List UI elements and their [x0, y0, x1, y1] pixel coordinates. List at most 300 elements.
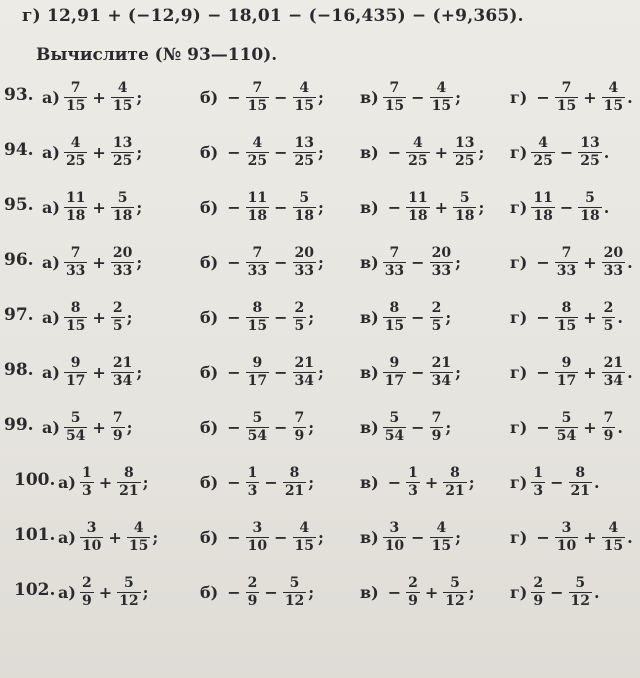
fraction — [555, 411, 578, 444]
fraction — [430, 246, 453, 279]
punctuation: ; — [308, 417, 315, 437]
punctuation: . — [617, 417, 623, 437]
exercise-part — [200, 292, 314, 342]
denominator: 15 — [247, 97, 268, 114]
denominator: 12 — [570, 592, 591, 609]
fraction — [555, 356, 578, 389]
fraction — [80, 466, 94, 499]
denominator: 15 — [128, 537, 149, 554]
denominator: 18 — [580, 207, 600, 224]
denominator: 33 — [431, 262, 452, 279]
fraction — [430, 521, 453, 554]
exercise-row — [0, 182, 640, 232]
denominator: 3 — [81, 482, 92, 499]
part-label: г) — [510, 307, 528, 327]
part-label: а) — [42, 252, 60, 272]
part-label: б) — [200, 362, 219, 382]
operator: − — [274, 197, 288, 217]
operator: − — [411, 307, 425, 327]
exercise-part — [360, 402, 451, 452]
numerator: 2 — [247, 574, 258, 591]
numerator: 11 — [408, 189, 428, 206]
operator: + — [92, 417, 106, 437]
fraction — [283, 576, 306, 609]
numerator: 4 — [538, 134, 548, 151]
minus-sign: − — [227, 142, 241, 162]
denominator: 9 — [431, 427, 442, 444]
denominator: 15 — [431, 537, 452, 554]
exercise-number: 99. — [4, 415, 34, 435]
operator: − — [411, 362, 425, 382]
denominator: 15 — [294, 537, 315, 554]
punctuation: . — [627, 362, 633, 382]
part-label: б) — [200, 472, 219, 492]
fraction — [111, 356, 134, 389]
punctuation: ; — [468, 582, 475, 602]
fraction — [64, 411, 87, 444]
numerator: 5 — [299, 189, 310, 206]
previous-exercise-line: г) 12,91 + (−12,9) − 18,01 − (−16,435) − (+9,365). — [22, 6, 524, 26]
operator: − — [550, 582, 564, 602]
punctuation: ; — [126, 307, 133, 327]
part-label: а) — [42, 307, 60, 327]
operator: + — [583, 252, 597, 272]
exercise-part — [42, 182, 142, 232]
denominator: 25 — [65, 152, 86, 169]
punctuation: . — [594, 582, 600, 602]
fraction — [246, 576, 260, 609]
denominator: 10 — [556, 537, 577, 554]
denominator: 18 — [65, 207, 86, 224]
operator: − — [274, 87, 288, 107]
exercise-part — [360, 127, 484, 177]
denominator: 3 — [247, 482, 258, 499]
fraction — [293, 191, 316, 224]
denominator: 25 — [454, 152, 475, 169]
exercise-part — [58, 457, 148, 507]
denominator: 17 — [65, 372, 86, 389]
operator: + — [92, 252, 106, 272]
numerator: 7 — [561, 79, 572, 96]
operator: − — [274, 417, 288, 437]
numerator: 20 — [431, 244, 452, 261]
numerator: 7 — [112, 409, 123, 426]
punctuation: ; — [445, 307, 452, 327]
numerator: 8 — [123, 464, 134, 481]
numerator: 7 — [389, 244, 400, 261]
denominator: 34 — [603, 372, 624, 389]
fraction — [246, 191, 269, 224]
denominator: 9 — [247, 592, 258, 609]
punctuation: . — [627, 252, 633, 272]
part-label: г) — [510, 87, 528, 107]
fraction — [578, 191, 601, 224]
denominator: 18 — [247, 207, 268, 224]
numerator: 4 — [608, 79, 619, 96]
part-label: б) — [200, 142, 219, 162]
exercise-part — [42, 237, 142, 287]
numerator: 9 — [252, 354, 263, 371]
punctuation: ; — [136, 362, 143, 382]
fraction — [80, 521, 103, 554]
numerator: 11 — [65, 189, 86, 206]
numerator: 5 — [289, 574, 300, 591]
exercise-number: 94. — [4, 140, 34, 160]
numerator: 2 — [294, 299, 305, 316]
fraction — [430, 356, 453, 389]
fraction — [383, 521, 406, 554]
numerator: 4 — [299, 79, 310, 96]
exercise-number: 97. — [4, 305, 34, 325]
exercise-part — [200, 567, 314, 617]
fraction — [531, 191, 554, 224]
exercise-part — [58, 567, 148, 617]
denominator: 54 — [384, 427, 405, 444]
exercise-part — [360, 182, 484, 232]
fraction — [246, 136, 269, 169]
punctuation: . — [627, 87, 633, 107]
denominator: 18 — [454, 207, 475, 224]
numerator: 13 — [454, 134, 475, 151]
fraction — [246, 356, 269, 389]
exercise-part — [200, 127, 324, 177]
numerator: 4 — [608, 519, 619, 536]
part-label: б) — [200, 307, 219, 327]
operator: + — [583, 417, 597, 437]
denominator: 3 — [533, 482, 544, 499]
exercise-row — [0, 402, 640, 452]
denominator: 9 — [81, 592, 92, 609]
punctuation: ; — [308, 307, 315, 327]
fraction — [117, 576, 140, 609]
operator: + — [108, 527, 122, 547]
exercise-row — [0, 72, 640, 122]
denominator: 33 — [294, 262, 315, 279]
fraction — [246, 81, 269, 114]
minus-sign: − — [387, 582, 402, 602]
minus-sign: − — [387, 197, 402, 217]
numerator: 7 — [389, 79, 400, 96]
punctuation: ; — [455, 252, 461, 272]
fraction — [531, 136, 554, 169]
numerator: 5 — [561, 409, 572, 426]
fraction — [443, 576, 466, 609]
numerator: 4 — [436, 519, 447, 536]
part-label: г) — [510, 472, 528, 492]
part-label: а) — [58, 527, 76, 547]
exercise-part — [360, 567, 475, 617]
numerator: 5 — [450, 574, 460, 591]
exercise-part — [360, 512, 461, 562]
numerator: 2 — [603, 299, 614, 316]
punctuation: ; — [136, 87, 143, 107]
fraction — [555, 246, 578, 279]
exercise-row — [0, 127, 640, 177]
numerator: 4 — [133, 519, 144, 536]
exercise-part — [200, 457, 314, 507]
minus-sign: − — [387, 142, 402, 162]
denominator: 9 — [533, 592, 544, 609]
denominator: 10 — [81, 537, 102, 554]
denominator: 54 — [65, 427, 86, 444]
punctuation: . — [617, 307, 623, 327]
exercise-part — [200, 512, 324, 562]
exercise-part — [42, 72, 142, 122]
punctuation: ; — [455, 87, 461, 107]
denominator: 21 — [284, 482, 305, 499]
punctuation: ; — [318, 362, 324, 382]
operator: + — [92, 307, 106, 327]
part-label: г) — [510, 252, 528, 272]
fraction — [111, 301, 125, 334]
numerator: 2 — [408, 574, 418, 591]
numerator: 3 — [252, 519, 263, 536]
numerator: 3 — [389, 519, 400, 536]
operator: + — [98, 472, 113, 492]
part-label: г) — [510, 527, 528, 547]
minus-sign: − — [227, 527, 241, 547]
numerator: 7 — [70, 244, 81, 261]
part-label: в) — [360, 417, 379, 437]
numerator: 5 — [70, 409, 81, 426]
denominator: 21 — [445, 482, 465, 499]
minus-sign: − — [227, 87, 241, 107]
denominator: 9 — [408, 592, 418, 609]
numerator: 3 — [86, 519, 97, 536]
denominator: 18 — [533, 207, 553, 224]
fraction — [293, 356, 316, 389]
part-label: в) — [360, 582, 379, 602]
minus-sign: − — [536, 362, 550, 382]
fraction — [453, 191, 476, 224]
minus-sign: − — [227, 252, 241, 272]
fraction — [64, 301, 87, 334]
denominator: 33 — [556, 262, 577, 279]
punctuation: ; — [318, 527, 324, 547]
numerator: 1 — [247, 464, 258, 481]
exercise-part — [510, 347, 633, 397]
numerator: 20 — [603, 244, 624, 261]
part-label: г) — [510, 417, 528, 437]
exercise-row — [0, 237, 640, 287]
punctuation: ; — [308, 472, 315, 492]
fraction — [246, 301, 269, 334]
fraction — [602, 246, 625, 279]
part-label: в) — [360, 252, 379, 272]
punctuation: ; — [136, 197, 143, 217]
minus-sign: − — [227, 307, 241, 327]
numerator: 20 — [112, 244, 133, 261]
section-heading: Вычислите (№ 93—110). — [36, 45, 278, 65]
fraction — [127, 521, 150, 554]
punctuation: ; — [478, 197, 485, 217]
part-label: б) — [200, 527, 219, 547]
operator: − — [264, 472, 278, 492]
fraction — [406, 576, 420, 609]
punctuation: ; — [308, 582, 315, 602]
numerator: 7 — [70, 79, 81, 96]
fraction — [383, 246, 406, 279]
fraction — [283, 466, 306, 499]
denominator: 54 — [247, 427, 268, 444]
fraction — [383, 356, 406, 389]
numerator: 13 — [294, 134, 315, 151]
numerator: 21 — [431, 354, 452, 371]
fraction — [246, 521, 269, 554]
exercise-part — [510, 402, 623, 452]
operator: + — [92, 362, 106, 382]
denominator: 17 — [556, 372, 577, 389]
exercise-part — [58, 512, 158, 562]
part-label: в) — [360, 87, 379, 107]
fraction — [117, 466, 140, 499]
fraction — [531, 466, 545, 499]
part-label: в) — [360, 362, 379, 382]
part-label: в) — [360, 527, 379, 547]
denominator: 25 — [112, 152, 133, 169]
part-label: в) — [360, 307, 379, 327]
denominator: 9 — [603, 427, 614, 444]
fraction — [569, 576, 592, 609]
numerator: 1 — [408, 464, 418, 481]
exercise-part — [200, 182, 324, 232]
operator: + — [583, 307, 597, 327]
minus-sign: − — [536, 527, 550, 547]
punctuation: ; — [318, 87, 324, 107]
numerator: 13 — [580, 134, 600, 151]
operator: + — [92, 87, 106, 107]
fraction — [443, 466, 466, 499]
exercise-part — [510, 567, 600, 617]
numerator: 20 — [294, 244, 315, 261]
operator: − — [411, 252, 425, 272]
denominator: 12 — [445, 592, 465, 609]
exercise-part — [42, 127, 142, 177]
exercise-part — [200, 72, 324, 122]
numerator: 5 — [252, 409, 263, 426]
denominator: 25 — [408, 152, 428, 169]
part-label: а) — [42, 362, 60, 382]
part-label: г) — [510, 582, 528, 602]
operator: + — [92, 197, 106, 217]
exercise-part — [510, 237, 633, 287]
fraction — [406, 191, 429, 224]
fraction — [383, 301, 406, 334]
exercise-part — [200, 402, 314, 452]
punctuation: ; — [468, 472, 475, 492]
denominator: 18 — [408, 207, 428, 224]
punctuation: ; — [126, 417, 133, 437]
numerator: 7 — [252, 244, 263, 261]
minus-sign: − — [227, 197, 241, 217]
exercise-number: 100. — [14, 470, 56, 490]
fraction — [383, 81, 406, 114]
operator: − — [274, 142, 288, 162]
exercise-row — [0, 292, 640, 342]
exercise-part — [360, 72, 461, 122]
exercise-number: 98. — [4, 360, 34, 380]
fraction — [555, 81, 578, 114]
minus-sign: − — [536, 417, 550, 437]
operator: + — [424, 472, 439, 492]
denominator: 21 — [570, 482, 591, 499]
part-label: а) — [58, 472, 76, 492]
denominator: 3 — [408, 482, 418, 499]
fraction — [430, 411, 444, 444]
denominator: 34 — [112, 372, 133, 389]
operator: − — [274, 252, 288, 272]
numerator: 7 — [294, 409, 305, 426]
minus-sign: − — [536, 252, 550, 272]
operator: − — [411, 417, 425, 437]
denominator: 33 — [112, 262, 133, 279]
fraction — [64, 246, 87, 279]
fraction — [555, 301, 578, 334]
numerator: 9 — [389, 354, 400, 371]
denominator: 12 — [119, 592, 139, 609]
denominator: 17 — [247, 372, 268, 389]
part-label: г) — [510, 142, 528, 162]
punctuation: ; — [142, 582, 149, 602]
part-label: в) — [360, 197, 379, 217]
part-label: г) — [510, 362, 528, 382]
numerator: 1 — [533, 464, 544, 481]
exercise-part — [510, 127, 609, 177]
numerator: 9 — [70, 354, 81, 371]
numerator: 8 — [289, 464, 300, 481]
denominator: 15 — [65, 97, 86, 114]
numerator: 3 — [561, 519, 572, 536]
minus-sign: − — [227, 582, 241, 602]
exercise-part — [510, 457, 600, 507]
punctuation: ; — [455, 527, 461, 547]
numerator: 7 — [603, 409, 614, 426]
denominator: 15 — [384, 317, 405, 334]
denominator: 5 — [431, 317, 442, 334]
numerator: 4 — [436, 79, 447, 96]
exercise-row — [0, 512, 640, 562]
denominator: 15 — [556, 97, 577, 114]
fraction — [246, 411, 269, 444]
numerator: 7 — [431, 409, 442, 426]
fraction — [602, 356, 625, 389]
punctuation: . — [594, 472, 600, 492]
denominator: 34 — [431, 372, 452, 389]
denominator: 33 — [247, 262, 268, 279]
part-label: г) — [510, 197, 528, 217]
operator: − — [559, 142, 574, 162]
denominator: 12 — [284, 592, 305, 609]
fraction — [383, 411, 406, 444]
numerator: 5 — [389, 409, 400, 426]
minus-sign: − — [227, 362, 241, 382]
numerator: 4 — [299, 519, 310, 536]
exercise-part — [360, 237, 461, 287]
exercise-number: 102. — [14, 580, 56, 600]
denominator: 15 — [65, 317, 86, 334]
punctuation: . — [603, 142, 610, 162]
numerator: 21 — [294, 354, 315, 371]
exercise-row — [0, 567, 640, 617]
operator: + — [424, 582, 439, 602]
fraction — [293, 301, 307, 334]
exercise-part — [360, 457, 475, 507]
fraction — [64, 356, 87, 389]
denominator: 17 — [384, 372, 405, 389]
fraction — [430, 81, 453, 114]
numerator: 4 — [117, 79, 128, 96]
numerator: 8 — [450, 464, 460, 481]
